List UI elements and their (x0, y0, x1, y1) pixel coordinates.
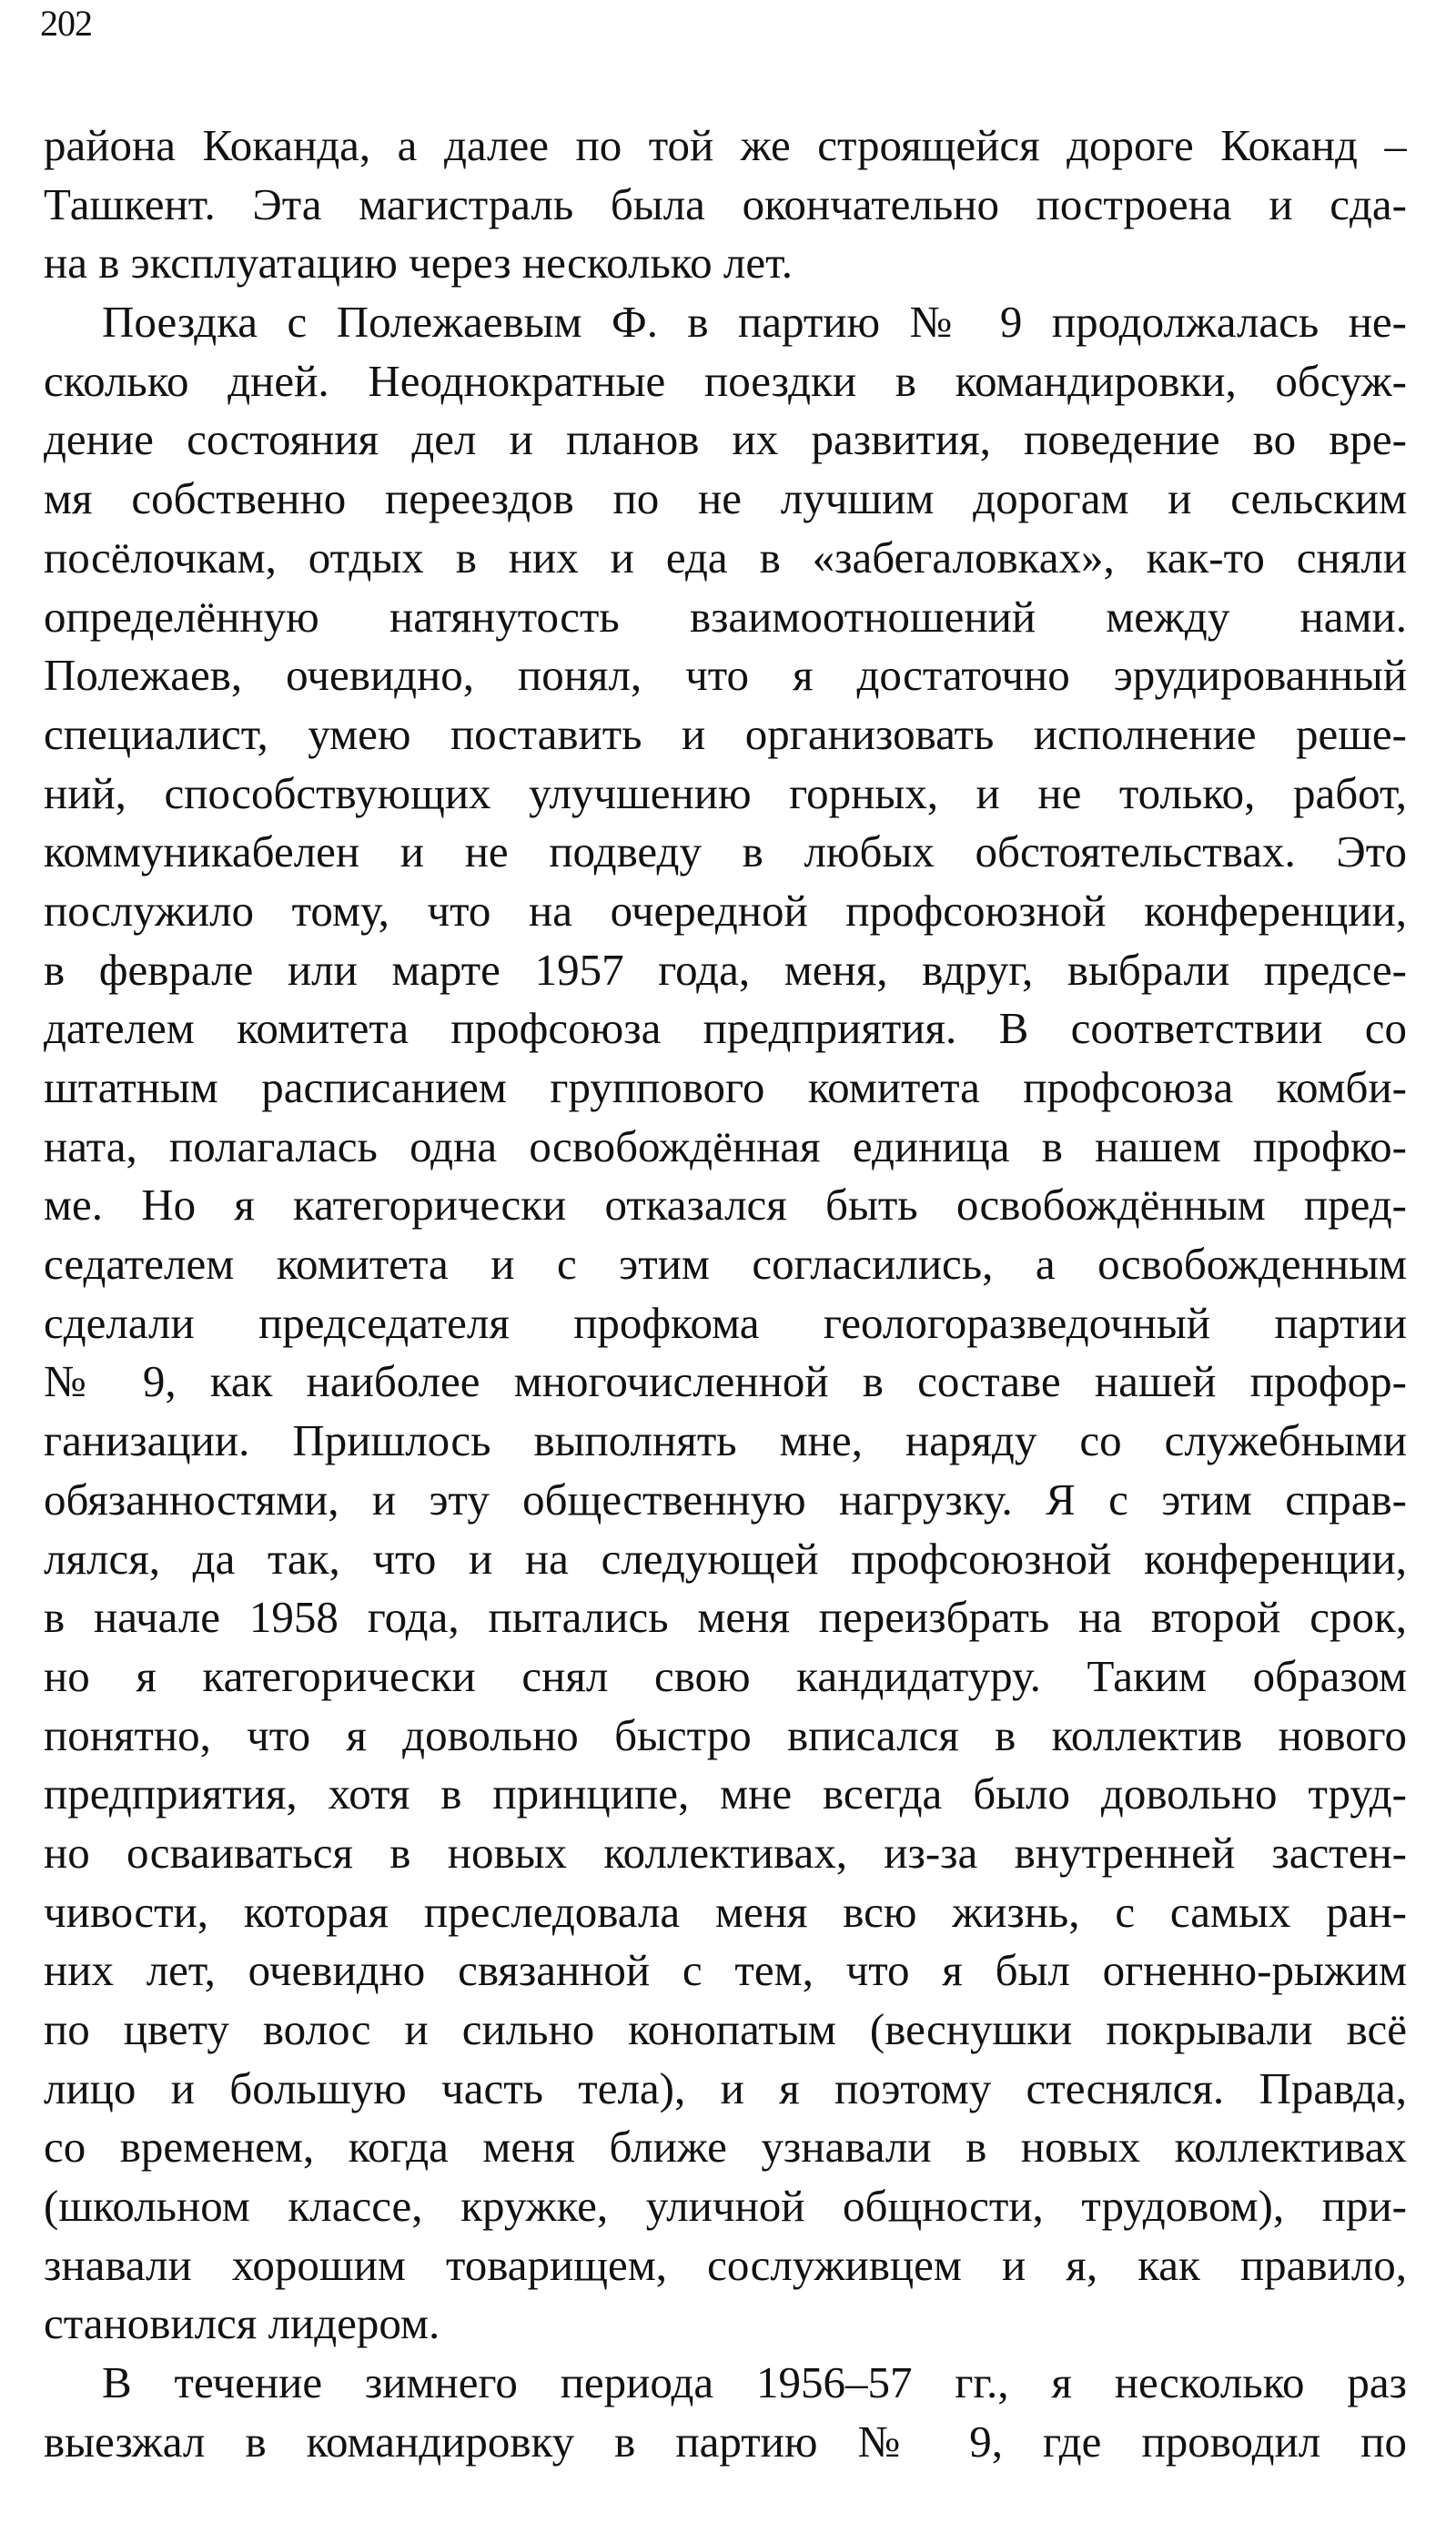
text-line: Поездка с Полежаевым Ф. в партию № 9 продолжалась не- (102, 297, 1407, 348)
text-line: послужило тому, что на очередной профсоюзной конференции, (44, 885, 1407, 936)
text-line: мя собственно переездов по не лучшим дорогам и сельским (44, 473, 1407, 524)
text-line: коммуникабелен и не подведу в любых обстоятельствах. Это (44, 826, 1407, 877)
text-line: в феврале или марте 1957 года, меня, вдруг, выбрали предсе- (44, 944, 1407, 995)
text-line: предприятия, хотя в принципе, мне всегда было довольно труд- (44, 1768, 1407, 1819)
text-line: понятно, что я довольно быстро вписался в коллектив нового (44, 1709, 1407, 1760)
text-line: № 9, как наиболее многочисленной в составе нашей профор- (44, 1356, 1407, 1407)
text-line: района Коканда, а далее по той же строящейся дороге Коканд – (44, 120, 1407, 170)
text-line: определённую натянутость взаимоотношений между нами. (44, 591, 1407, 642)
text-line: знавали хорошим товарищем, сослуживцем и я, как правило, (44, 2239, 1407, 2290)
text-line: седателем комитета и с этим согласились, а освобожденным (44, 1239, 1407, 1290)
text-line: в начале 1958 года, пытались меня переизбрать на второй срок, (44, 1592, 1407, 1643)
text-line: но осваиваться в новых коллективах, из-за внутренней застен- (44, 1827, 1407, 1878)
text-line: сколько дней. Неоднократные поездки в командировки, обсуж- (44, 355, 1407, 406)
text-line: дателем комитета профсоюза предприятия. В соответствии со (44, 1003, 1407, 1054)
text-line: посёлочкам, отдых в них и еда в «забегаловках», как-то сняли (44, 532, 1407, 583)
text-line: штатным расписанием группового комитета профсоюза комби- (44, 1062, 1407, 1112)
text-line: со временем, когда меня ближе узнавали в новых коллективах (44, 2122, 1407, 2173)
text-line: (школьном классе, кружке, уличной общности, трудовом), при- (44, 2181, 1407, 2232)
text-line: них лет, очевидно связанной с тем, что я был огненно-рыжим (44, 1945, 1407, 1996)
text-line: ний, способствующих улучшению горных, и не только, работ, (44, 767, 1407, 818)
text-line: лялся, да так, что и на следующей профсоюзной конференции, (44, 1533, 1407, 1584)
text-line: но я категорически снял свою кандидатуру. Таким образом (44, 1650, 1407, 1701)
text-line: Ташкент. Эта магистраль была окончательно построена и сда- (44, 178, 1407, 229)
text-line: на в эксплуатацию через несколько лет. (44, 238, 794, 289)
text-line: по цвету волос и сильно конопатым (веснушки покрывали всё (44, 2004, 1407, 2054)
text-line: сделали председателя профкома геологоразведочный партии (44, 1297, 1407, 1348)
text-line: обязанностями, и эту общественную нагрузку. Я с этим справ- (44, 1474, 1407, 1525)
text-line: Полежаев, очевидно, понял, что я достаточно эрудированный (44, 650, 1407, 701)
body-text (44, 117, 1407, 2472)
text-line: В течение зимнего периода 1956–57 гг., я несколько раз (102, 2357, 1407, 2408)
text-line: становился лидером. (44, 2298, 440, 2349)
text-line: выезжал в командировку в партию № 9, где проводил по (44, 2416, 1407, 2467)
text-line: лицо и большую часть тела), и я поэтому стеснялся. Правда, (44, 2062, 1407, 2113)
page-number: 202 (40, 3, 92, 44)
text-line: дение состояния дел и планов их развития, поведение во вре- (44, 414, 1407, 465)
text-line: специалист, умею поставить и организовать исполнение реше- (44, 708, 1407, 759)
text-line: чивости, которая преследовала меня всю жизнь, с самых ран- (44, 1886, 1407, 1937)
text-line: ме. Но я категорически отказался быть освобождённым пред- (44, 1180, 1407, 1231)
text-line: ната, полагалась одна освобождённая единица в нашем профко- (44, 1120, 1407, 1171)
text-line: ганизации. Пришлось выполнять мне, наряду со служебными (44, 1415, 1407, 1466)
